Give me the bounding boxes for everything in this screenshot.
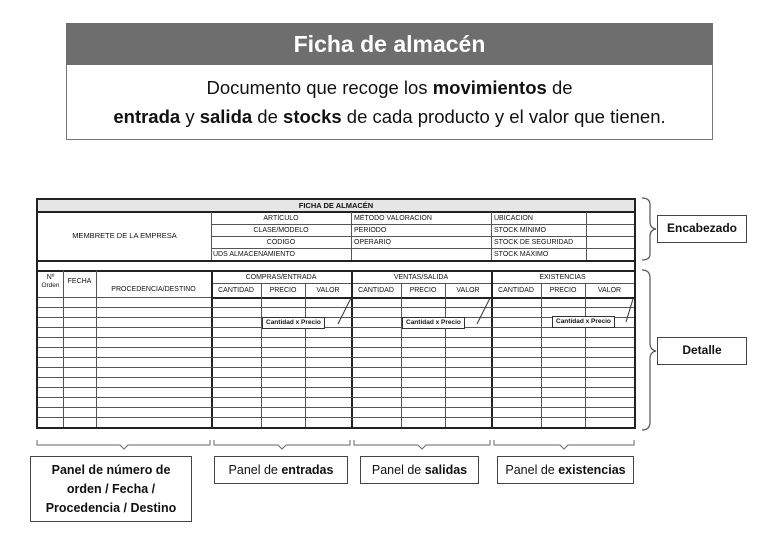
desc-bold: salida [199,106,253,127]
sub-cantidad: CANTIDAD [358,287,394,294]
header-field-clase-modelo: CLASE/MODELO [253,227,309,234]
bracket-salidas [354,440,490,449]
desc-text: de [546,77,573,98]
header-field-stock-seguridad: STOCK DE SEGURIDAD [494,239,574,246]
brace-detalle [642,270,656,430]
slide-title: Ficha de almacén [66,23,713,65]
header-field-ubicacion: UBICACIÓN [494,215,533,222]
bracket-existencias [494,440,634,449]
header-field-articulo: ARTÍCULO [263,215,299,222]
col-fecha: FECHA [67,278,92,285]
header-field-stock-maximo: STOCK MÁXIMO [494,251,549,258]
col-no: Nº [46,274,55,281]
panel-orden [30,456,192,522]
header-field-operario: OPERARIO [354,239,391,246]
note-ventas-valor: Cantidad x Precio [402,317,465,329]
note-pointer [338,298,351,324]
bracket-orden [37,440,210,449]
desc-bold: entrada [113,106,181,127]
sub-cantidad: CANTIDAD [218,287,254,294]
header-field-periodo: PERIODO [354,227,387,234]
header-field-codigo: CÓDIGO [266,239,296,246]
group-ventas: VENTAS/SALIDA [393,274,449,281]
sub-valor: VALOR [316,287,340,294]
panel-bold: existencias [558,463,626,477]
sub-cantidad: CANTIDAD [498,287,534,294]
desc-text: Documento que recoge los [206,77,433,98]
panel-orden-line: Panel de número de [51,463,171,477]
group-existencias: EXISTENCIAS [539,274,586,281]
desc-bold: stocks [283,106,342,127]
panel-text: Panel de [371,463,425,477]
desc-text: de cada producto y el valor que tienen. [341,106,666,127]
desc-text: y [180,106,200,127]
panel-salidas [360,456,479,484]
note-compras-valor: Cantidad x Precio [262,317,325,329]
sub-precio: PRECIO [549,287,577,294]
sub-valor: VALOR [456,287,480,294]
note-pointer [626,299,633,322]
header-field-metodo: MÉTODO VALORACIÓN [354,215,432,222]
desc-bold: movimientos [432,77,547,98]
label-detalle: Detalle [657,337,747,365]
panel-orden-line: Procedencia / Destino [45,501,177,515]
col-procedencia: PROCEDENCIA/DESTINO [111,286,196,293]
panel-bold: salidas [424,463,468,477]
panel-entradas [214,456,348,484]
note-pointer [477,298,490,324]
sub-precio: PRECIO [409,287,437,294]
panel-text: Panel de [505,463,559,477]
panel-existencias [497,456,634,484]
label-encabezado: Encabezado [657,215,747,243]
header-field-uds: UDS ALMACENAMIENTO [213,251,295,258]
col-orden: Orden [41,282,60,289]
group-compras: COMPRAS/ENTRADA [245,274,317,281]
brace-encabezado [642,198,656,260]
panel-bold: entradas [281,463,334,477]
panel-text: Panel de [228,463,282,477]
header-field-stock-minimo: STOCK MÍNIMO [494,227,546,234]
note-existencias-valor: Cantidad x Precio [552,316,615,328]
sub-valor: VALOR [597,287,622,294]
bracket-entradas [214,440,350,449]
form-title: FICHA DE ALMACÉN [38,200,634,211]
letterhead: MEMBRETE DE LA EMPRESA [72,231,177,240]
sub-precio: PRECIO [269,287,297,294]
panel-orden-line: orden / Fecha / [66,482,156,496]
desc-text: de [252,106,284,127]
